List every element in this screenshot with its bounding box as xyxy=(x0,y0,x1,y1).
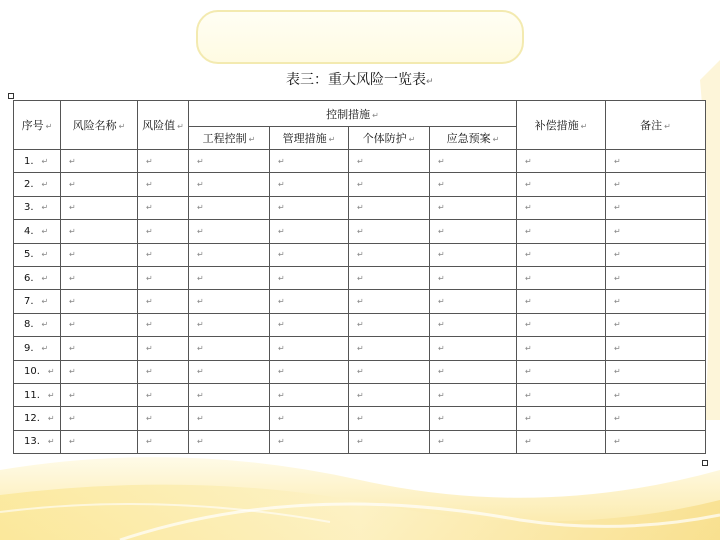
table-cell[interactable] xyxy=(61,290,138,313)
paragraph-mark: ↵ xyxy=(197,367,204,377)
paragraph-mark: ↵ xyxy=(525,297,532,307)
header-management-measures: 管理措施 ↵ xyxy=(270,127,349,150)
table-cell[interactable] xyxy=(517,220,606,243)
paragraph-mark: ↵ xyxy=(69,156,76,166)
table-cell[interactable] xyxy=(606,290,706,313)
paragraph-mark: ↵ xyxy=(69,180,76,190)
paragraph-mark: ↵ xyxy=(278,437,285,447)
header-risk-value: 风险值 ↵ xyxy=(138,101,189,150)
table-cell[interactable] xyxy=(517,407,606,430)
row-index-cell[interactable] xyxy=(14,196,61,219)
table-cell[interactable] xyxy=(349,313,430,336)
table-cell[interactable] xyxy=(189,360,270,383)
table-cell[interactable] xyxy=(270,290,349,313)
paragraph-mark: ↵ xyxy=(438,320,445,330)
paragraph-mark: ↵ xyxy=(357,226,364,236)
table-title xyxy=(286,69,434,89)
table-cell[interactable] xyxy=(189,150,270,173)
paragraph-mark: ↵ xyxy=(525,273,532,283)
table-cell[interactable] xyxy=(430,407,517,430)
table-row xyxy=(14,220,706,243)
row-index: 8. xyxy=(24,319,34,331)
table-cell[interactable] xyxy=(138,313,189,336)
table-cell[interactable] xyxy=(189,243,270,266)
table-cell[interactable] xyxy=(349,383,430,406)
table-cell[interactable] xyxy=(606,430,706,453)
paragraph-mark: ↵ xyxy=(438,203,445,213)
table-cell[interactable] xyxy=(189,196,270,219)
paragraph-mark: ↵ xyxy=(614,343,621,353)
table-row xyxy=(14,243,706,266)
paragraph-mark: ↵ xyxy=(426,77,434,87)
table-cell[interactable] xyxy=(189,383,270,406)
paragraph-mark: ↵ xyxy=(614,320,621,330)
paragraph-mark: ↵ xyxy=(278,250,285,260)
table-cell[interactable] xyxy=(189,313,270,336)
row-index: 2. xyxy=(24,179,34,191)
table-cell[interactable] xyxy=(138,266,189,289)
paragraph-mark: ↵ xyxy=(438,180,445,190)
paragraph-mark: ↵ xyxy=(146,297,153,307)
row-index: 9. xyxy=(24,342,34,354)
paragraph-mark: ↵ xyxy=(69,226,76,236)
table-row xyxy=(14,150,706,173)
table-move-handle[interactable] xyxy=(8,93,14,99)
table-cell[interactable] xyxy=(349,290,430,313)
paragraph-mark: ↵ xyxy=(41,320,49,330)
paragraph-mark: ↵ xyxy=(69,343,76,353)
row-index-cell[interactable] xyxy=(14,150,61,173)
table-cell[interactable] xyxy=(189,430,270,453)
row-index-cell[interactable] xyxy=(14,266,61,289)
paragraph-mark: ↵ xyxy=(146,273,153,283)
table-cell[interactable] xyxy=(138,196,189,219)
row-index: 3. xyxy=(24,202,34,214)
row-index: 13. xyxy=(24,436,40,448)
table-row xyxy=(14,266,706,289)
paragraph-mark: ↵ xyxy=(438,297,445,307)
table-cell[interactable] xyxy=(430,337,517,360)
row-index: 6. xyxy=(24,272,34,284)
paragraph-mark: ↵ xyxy=(438,390,445,400)
table-cell[interactable] xyxy=(270,430,349,453)
table-cell[interactable] xyxy=(270,220,349,243)
table-cell[interactable] xyxy=(517,290,606,313)
table-cell[interactable] xyxy=(61,220,138,243)
table-cell[interactable] xyxy=(138,150,189,173)
table-cell[interactable] xyxy=(349,150,430,173)
paragraph-mark: ↵ xyxy=(438,226,445,236)
paragraph-mark: ↵ xyxy=(146,437,153,447)
row-index: 10. xyxy=(24,366,40,378)
table-row xyxy=(14,337,706,360)
header-remarks: 备注 ↵ xyxy=(606,101,706,150)
table-cell[interactable] xyxy=(61,266,138,289)
paragraph-mark: ↵ xyxy=(197,250,204,260)
paragraph-mark: ↵ xyxy=(41,250,49,260)
paragraph-mark: ↵ xyxy=(197,343,204,353)
paragraph-mark: ↵ xyxy=(41,180,49,190)
paragraph-mark: ↵ xyxy=(614,156,621,166)
paragraph-mark: ↵ xyxy=(146,413,153,423)
paragraph-mark: ↵ xyxy=(146,180,153,190)
header-risk-name: 风险名称 ↵ xyxy=(61,101,138,150)
paragraph-mark: ↵ xyxy=(357,390,364,400)
row-index-cell[interactable] xyxy=(14,290,61,313)
table-cell[interactable] xyxy=(189,220,270,243)
row-index-cell[interactable] xyxy=(14,243,61,266)
paragraph-mark: ↵ xyxy=(69,320,76,330)
table-cell[interactable] xyxy=(430,243,517,266)
paragraph-mark: ↵ xyxy=(614,180,621,190)
paragraph-mark: ↵ xyxy=(614,203,621,213)
table-cell[interactable] xyxy=(270,407,349,430)
table-cell[interactable] xyxy=(138,430,189,453)
table-row xyxy=(14,407,706,430)
row-index: 12. xyxy=(24,412,40,424)
paragraph-mark: ↵ xyxy=(614,273,621,283)
table-cell[interactable] xyxy=(349,407,430,430)
paragraph-mark: ↵ xyxy=(47,390,55,400)
table-cell[interactable] xyxy=(517,150,606,173)
paragraph-mark: ↵ xyxy=(525,320,532,330)
row-index-cell[interactable] xyxy=(14,407,61,430)
paragraph-mark: ↵ xyxy=(41,203,49,213)
table-cell[interactable] xyxy=(517,383,606,406)
header-compensation: 补偿措施 ↵ xyxy=(517,101,606,150)
paragraph-mark: ↵ xyxy=(146,390,153,400)
paragraph-mark: ↵ xyxy=(146,367,153,377)
table-cell[interactable] xyxy=(430,360,517,383)
table-cell[interactable] xyxy=(430,220,517,243)
paragraph-mark: ↵ xyxy=(69,367,76,377)
table-cell[interactable] xyxy=(138,243,189,266)
table-cell[interactable] xyxy=(517,173,606,196)
table-title-text: 表三：重大风险一览表 xyxy=(286,72,426,88)
table-row xyxy=(14,430,706,453)
table-cell[interactable] xyxy=(349,220,430,243)
paragraph-mark: ↵ xyxy=(197,320,204,330)
table-cell[interactable] xyxy=(606,220,706,243)
paragraph-mark: ↵ xyxy=(197,273,204,283)
row-index: 11. xyxy=(24,389,40,401)
table-cell[interactable] xyxy=(606,150,706,173)
paragraph-mark: ↵ xyxy=(614,367,621,377)
table-cell[interactable] xyxy=(61,196,138,219)
paragraph-mark: ↵ xyxy=(197,226,204,236)
paragraph-mark: ↵ xyxy=(357,343,364,353)
row-index-cell[interactable] xyxy=(14,337,61,360)
table-cell[interactable] xyxy=(270,196,349,219)
paragraph-mark: ↵ xyxy=(197,156,204,166)
paragraph-mark: ↵ xyxy=(41,156,49,166)
paragraph-mark: ↵ xyxy=(197,297,204,307)
table-cell[interactable] xyxy=(430,383,517,406)
table-cell[interactable] xyxy=(517,243,606,266)
paragraph-mark: ↵ xyxy=(146,156,153,166)
paragraph-mark: ↵ xyxy=(278,273,285,283)
paragraph-mark: ↵ xyxy=(41,343,49,353)
paragraph-mark: ↵ xyxy=(357,273,364,283)
paragraph-mark: ↵ xyxy=(357,413,364,423)
table-row xyxy=(14,196,706,219)
table-cell[interactable] xyxy=(606,243,706,266)
table-cell[interactable] xyxy=(61,313,138,336)
row-index-cell[interactable] xyxy=(14,360,61,383)
paragraph-mark: ↵ xyxy=(614,297,621,307)
table-cell[interactable] xyxy=(349,266,430,289)
table-cell[interactable] xyxy=(606,337,706,360)
table-cell[interactable] xyxy=(430,196,517,219)
row-index: 7. xyxy=(24,296,34,308)
table-cell[interactable] xyxy=(430,290,517,313)
paragraph-mark: ↵ xyxy=(197,203,204,213)
table-cell[interactable] xyxy=(517,430,606,453)
table-cell[interactable] xyxy=(189,173,270,196)
table-cell[interactable] xyxy=(270,150,349,173)
table-cell[interactable] xyxy=(430,313,517,336)
paragraph-mark: ↵ xyxy=(41,226,49,236)
table-cell[interactable] xyxy=(270,360,349,383)
table-cell[interactable] xyxy=(138,173,189,196)
paragraph-mark: ↵ xyxy=(438,437,445,447)
table-cell[interactable] xyxy=(138,337,189,360)
paragraph-mark: ↵ xyxy=(525,156,532,166)
paragraph-mark: ↵ xyxy=(197,437,204,447)
table-cell[interactable] xyxy=(270,383,349,406)
paragraph-mark: ↵ xyxy=(525,226,532,236)
table-cell[interactable] xyxy=(349,243,430,266)
table-cell[interactable] xyxy=(606,360,706,383)
table-cell[interactable] xyxy=(517,337,606,360)
paragraph-mark: ↵ xyxy=(278,413,285,423)
row-index: 4. xyxy=(24,225,34,237)
table-cell[interactable] xyxy=(61,430,138,453)
paragraph-mark: ↵ xyxy=(438,156,445,166)
paragraph-mark: ↵ xyxy=(278,343,285,353)
paragraph-mark: ↵ xyxy=(614,226,621,236)
row-index-cell[interactable] xyxy=(14,430,61,453)
paragraph-mark: ↵ xyxy=(47,437,55,447)
paragraph-mark: ↵ xyxy=(614,437,621,447)
paragraph-mark: ↵ xyxy=(69,413,76,423)
paragraph-mark: ↵ xyxy=(357,203,364,213)
paragraph-mark: ↵ xyxy=(525,390,532,400)
paragraph-mark: ↵ xyxy=(47,367,55,377)
table-row xyxy=(14,290,706,313)
paragraph-mark: ↵ xyxy=(525,180,532,190)
table-cell[interactable] xyxy=(606,383,706,406)
paragraph-mark: ↵ xyxy=(278,390,285,400)
paragraph-mark: ↵ xyxy=(69,390,76,400)
major-risk-table xyxy=(13,100,706,454)
table-cell[interactable] xyxy=(270,243,349,266)
table-cell[interactable] xyxy=(430,150,517,173)
paragraph-mark: ↵ xyxy=(278,297,285,307)
row-index-cell[interactable] xyxy=(14,313,61,336)
paragraph-mark: ↵ xyxy=(278,203,285,213)
table-cell[interactable] xyxy=(349,173,430,196)
table-cell[interactable] xyxy=(61,360,138,383)
table-cell[interactable] xyxy=(270,313,349,336)
table-row xyxy=(14,360,706,383)
paragraph-mark: ↵ xyxy=(69,297,76,307)
table-cell[interactable] xyxy=(189,337,270,360)
header-personal-protection: 个体防护 ↵ xyxy=(349,127,430,150)
row-index-cell[interactable] xyxy=(14,383,61,406)
paragraph-mark: ↵ xyxy=(357,437,364,447)
table-cell[interactable] xyxy=(61,173,138,196)
paragraph-mark: ↵ xyxy=(69,203,76,213)
table-cell[interactable] xyxy=(517,266,606,289)
table-cell[interactable] xyxy=(606,266,706,289)
paragraph-mark: ↵ xyxy=(438,343,445,353)
table-cell[interactable] xyxy=(61,150,138,173)
paragraph-mark: ↵ xyxy=(146,226,153,236)
paragraph-mark: ↵ xyxy=(357,156,364,166)
paragraph-mark: ↵ xyxy=(525,413,532,423)
table-resize-handle[interactable] xyxy=(702,460,708,466)
table-cell[interactable] xyxy=(606,407,706,430)
table-cell[interactable] xyxy=(138,220,189,243)
table-cell[interactable] xyxy=(270,173,349,196)
paragraph-mark: ↵ xyxy=(69,250,76,260)
table-cell[interactable] xyxy=(189,266,270,289)
paragraph-mark: ↵ xyxy=(438,367,445,377)
paragraph-mark: ↵ xyxy=(357,320,364,330)
table-cell[interactable] xyxy=(270,266,349,289)
paragraph-mark: ↵ xyxy=(278,180,285,190)
row-index: 5. xyxy=(24,249,34,261)
paragraph-mark: ↵ xyxy=(438,250,445,260)
paragraph-mark: ↵ xyxy=(438,273,445,283)
table-cell[interactable] xyxy=(270,337,349,360)
paragraph-mark: ↵ xyxy=(357,250,364,260)
table-cell[interactable] xyxy=(61,383,138,406)
table-row xyxy=(14,313,706,336)
paragraph-mark: ↵ xyxy=(278,226,285,236)
table-cell[interactable] xyxy=(189,407,270,430)
table-cell[interactable] xyxy=(349,337,430,360)
paragraph-mark: ↵ xyxy=(146,203,153,213)
table-cell[interactable] xyxy=(138,360,189,383)
table-cell[interactable] xyxy=(430,266,517,289)
table-row xyxy=(14,383,706,406)
paragraph-mark: ↵ xyxy=(357,367,364,377)
paragraph-mark: ↵ xyxy=(41,297,49,307)
paragraph-mark: ↵ xyxy=(525,343,532,353)
table-cell[interactable] xyxy=(138,290,189,313)
paragraph-mark: ↵ xyxy=(197,390,204,400)
paragraph-mark: ↵ xyxy=(278,320,285,330)
paragraph-mark: ↵ xyxy=(197,413,204,423)
paragraph-mark: ↵ xyxy=(278,156,285,166)
header-emergency-plan: 应急预案 ↵ xyxy=(430,127,517,150)
table-cell[interactable] xyxy=(517,196,606,219)
header-index: 序号 ↵ xyxy=(14,101,61,150)
row-index: 1. xyxy=(24,155,34,167)
slide-title-placeholder[interactable] xyxy=(196,10,524,64)
paragraph-mark: ↵ xyxy=(525,367,532,377)
table-cell[interactable] xyxy=(606,196,706,219)
table-cell[interactable] xyxy=(61,407,138,430)
paragraph-mark: ↵ xyxy=(525,437,532,447)
paragraph-mark: ↵ xyxy=(146,250,153,260)
table-cell[interactable] xyxy=(430,430,517,453)
table-cell[interactable] xyxy=(61,243,138,266)
paragraph-mark: ↵ xyxy=(357,180,364,190)
table-cell[interactable] xyxy=(61,337,138,360)
row-index-cell[interactable] xyxy=(14,173,61,196)
table-cell[interactable] xyxy=(517,313,606,336)
paragraph-mark: ↵ xyxy=(69,437,76,447)
paragraph-mark: ↵ xyxy=(357,297,364,307)
paragraph-mark: ↵ xyxy=(197,180,204,190)
table-cell[interactable] xyxy=(349,196,430,219)
table-cell[interactable] xyxy=(349,360,430,383)
table-cell[interactable] xyxy=(606,173,706,196)
paragraph-mark: ↵ xyxy=(438,413,445,423)
paragraph-mark: ↵ xyxy=(146,343,153,353)
paragraph-mark: ↵ xyxy=(47,413,55,423)
header-control-measures: 控制措施 ↵ xyxy=(189,101,517,127)
row-index-cell[interactable] xyxy=(14,220,61,243)
header-engineering-control: 工程控制 ↵ xyxy=(189,127,270,150)
paragraph-mark: ↵ xyxy=(614,250,621,260)
table-cell[interactable] xyxy=(517,360,606,383)
paragraph-mark: ↵ xyxy=(525,250,532,260)
table-cell[interactable] xyxy=(430,173,517,196)
paragraph-mark: ↵ xyxy=(614,413,621,423)
paragraph-mark: ↵ xyxy=(525,203,532,213)
table-cell[interactable] xyxy=(189,290,270,313)
paragraph-mark: ↵ xyxy=(278,367,285,377)
paragraph-mark: ↵ xyxy=(614,390,621,400)
table-cell[interactable] xyxy=(138,407,189,430)
table-cell[interactable] xyxy=(349,430,430,453)
table-row xyxy=(14,173,706,196)
paragraph-mark: ↵ xyxy=(41,273,49,283)
paragraph-mark: ↵ xyxy=(69,273,76,283)
paragraph-mark: ↵ xyxy=(146,320,153,330)
table-cell[interactable] xyxy=(138,383,189,406)
table-cell[interactable] xyxy=(606,313,706,336)
